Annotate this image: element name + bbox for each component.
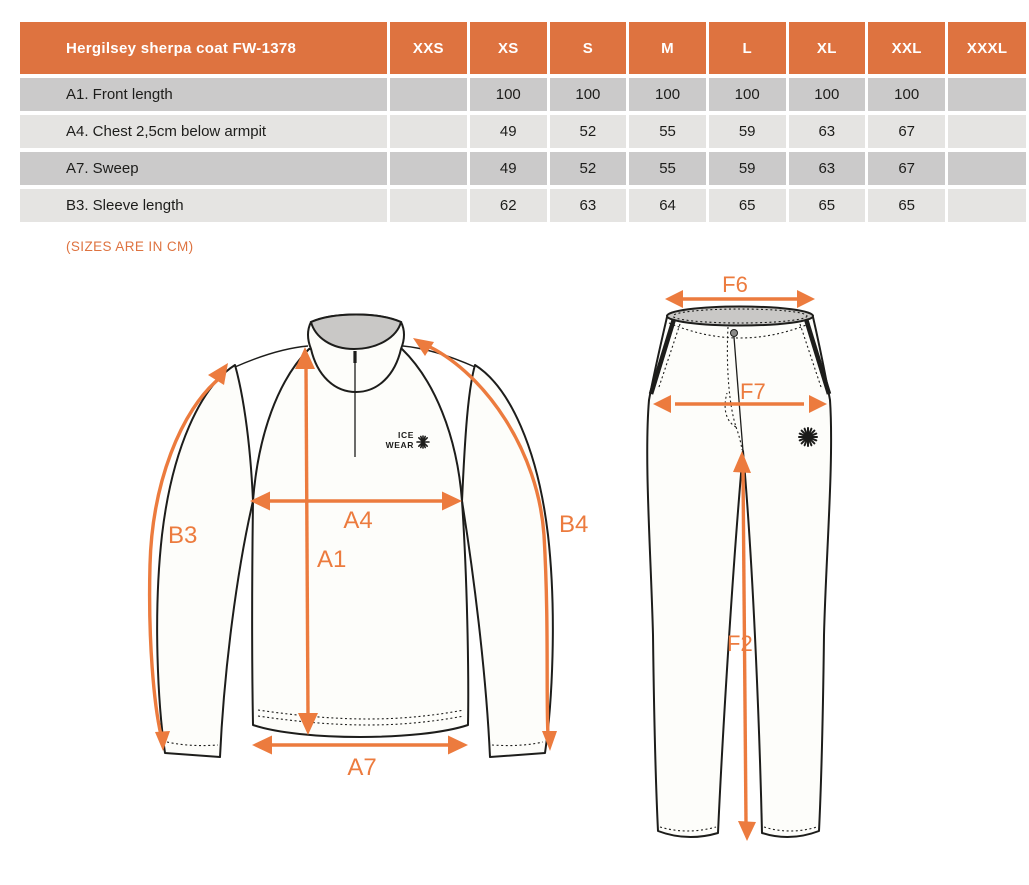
size-cell [948, 152, 1026, 185]
size-cell: 49 [470, 115, 547, 148]
jacket-body [252, 349, 468, 737]
size-col-xxl: XXL [868, 22, 945, 74]
size-cell: 63 [550, 189, 627, 222]
b4-label: B4 [559, 511, 589, 538]
size-cell [390, 115, 467, 148]
size-cell [390, 189, 467, 222]
logo-text-line2: WEAR [385, 440, 414, 450]
table-row [20, 115, 1026, 148]
size-cell: 59 [709, 152, 786, 185]
size-cell: 65 [789, 189, 866, 222]
size-cell [948, 189, 1026, 222]
table-header-row [20, 22, 1026, 74]
size-cell [948, 78, 1026, 111]
size-cell: 65 [868, 189, 945, 222]
size-cell: 65 [709, 189, 786, 222]
sizes-unit-note: (SIZES ARE IN CM) [66, 239, 194, 254]
size-cell: 100 [470, 78, 547, 111]
size-cell: 100 [789, 78, 866, 111]
size-cell: 62 [470, 189, 547, 222]
zipper-pull [353, 351, 356, 363]
table-row [20, 78, 1026, 111]
size-cell [948, 115, 1026, 148]
logo-text-line1: ICE [398, 430, 414, 440]
size-cell: 100 [868, 78, 945, 111]
size-cell: 52 [550, 115, 627, 148]
table-row [20, 152, 1026, 185]
size-cell: 55 [629, 115, 706, 148]
size-cell: 55 [629, 152, 706, 185]
b3-label: B3 [168, 522, 198, 549]
snowflake-icon [417, 436, 429, 448]
size-col-xs: XS [470, 22, 547, 74]
size-table [17, 18, 1029, 226]
f2-label: F2 [727, 631, 753, 656]
size-col-xxs: XXS [390, 22, 467, 74]
size-cell: 100 [550, 78, 627, 111]
snowflake-icon [799, 428, 817, 446]
row-label: A4. Chest 2,5cm below armpit [20, 115, 387, 148]
jacket-left-sleeve [157, 365, 253, 757]
size-col-m: M [629, 22, 706, 74]
product-title: Hergilsey sherpa coat FW-1378 [20, 22, 387, 74]
f7-label: F7 [740, 379, 766, 404]
size-col-l: L [709, 22, 786, 74]
size-cell: 63 [789, 152, 866, 185]
size-cell: 64 [629, 189, 706, 222]
size-cell [390, 152, 467, 185]
a7-arrow [252, 736, 468, 755]
size-cell: 49 [470, 152, 547, 185]
pants-diagram [630, 272, 850, 865]
row-label: A1. Front length [20, 78, 387, 111]
f6-label: F6 [722, 272, 748, 297]
waist-button [731, 330, 738, 337]
jacket-diagram [140, 285, 620, 795]
table-row [20, 189, 1026, 222]
a1-label: A1 [317, 546, 347, 573]
a7-label: A7 [347, 754, 377, 781]
size-cell: 100 [629, 78, 706, 111]
size-col-xxxl: XXXL [948, 22, 1026, 74]
row-label: A7. Sweep [20, 152, 387, 185]
size-col-xl: XL [789, 22, 866, 74]
size-cell [390, 78, 467, 111]
row-label: B3. Sleeve length [20, 189, 387, 222]
size-col-s: S [550, 22, 627, 74]
size-cell: 63 [789, 115, 866, 148]
size-cell: 59 [709, 115, 786, 148]
size-cell: 52 [550, 152, 627, 185]
size-cell: 67 [868, 152, 945, 185]
a4-label: A4 [343, 507, 373, 534]
size-cell: 100 [709, 78, 786, 111]
size-cell: 67 [868, 115, 945, 148]
